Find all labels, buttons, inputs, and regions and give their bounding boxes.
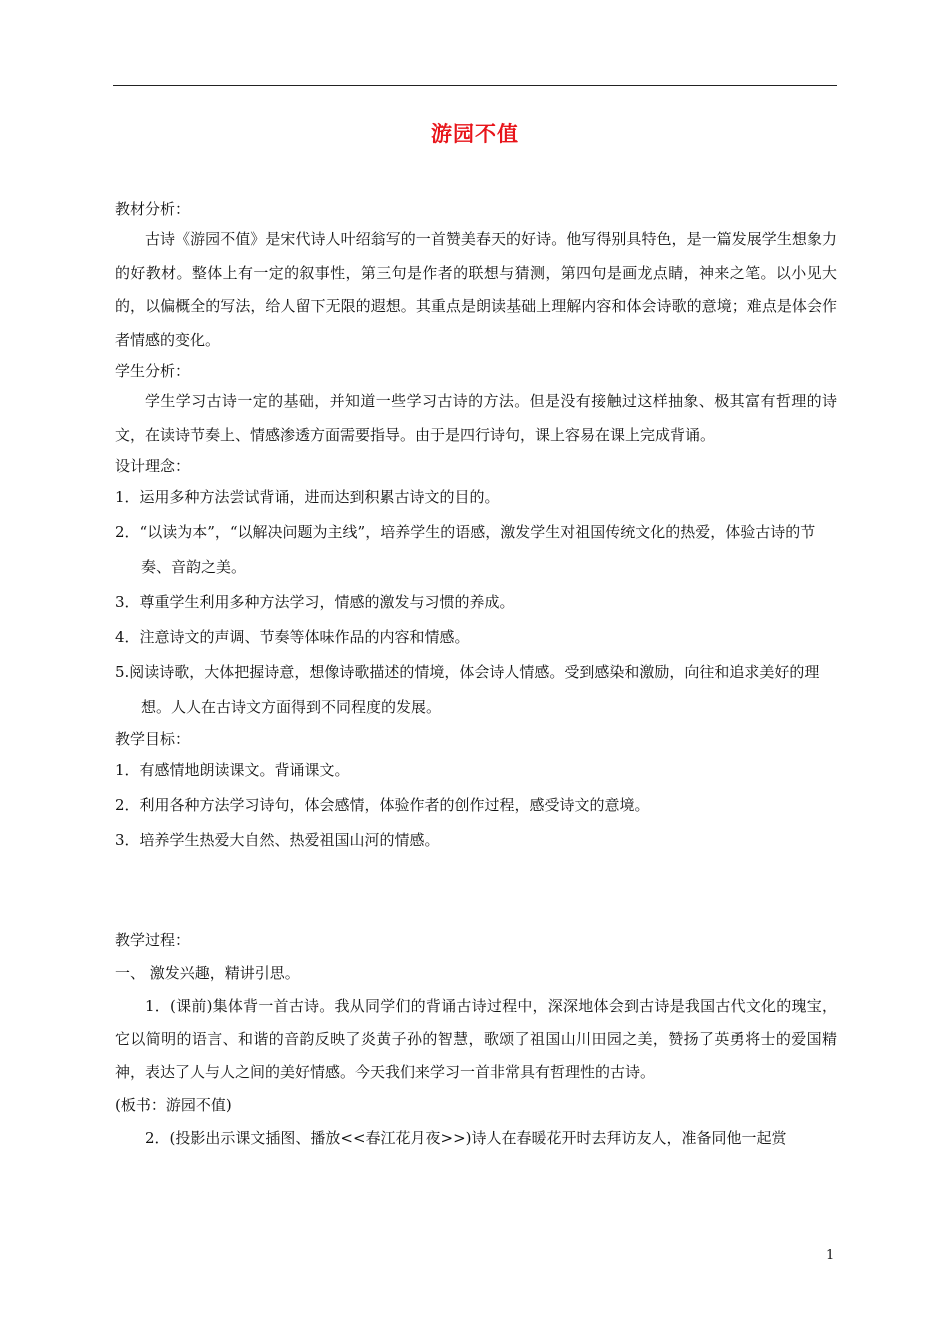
design-concept-item: 3．尊重学生利用多种方法学习，情感的激发与习惯的养成。 — [115, 593, 515, 611]
student-analysis-paragraph: 学生学习古诗一定的基础，并知道一些学习古诗的方法。但是没有接触过这样抽象、极其富有哲理的诗文，在读诗节奏上、情感渗透方面需要指导。由于是四行诗句，课上容易在课上完成背诵。 — [115, 392, 837, 444]
design-concept-item: 4．注意诗文的声调、节奏等体味作品的内容和情感。 — [115, 628, 470, 646]
section-heading-design-concept: 设计理念： — [115, 457, 191, 475]
design-concept-item: 5.阅读诗歌，大体把握诗意，想像诗歌描述的情境，体会诗人情感。受到感染和激励，向往和追求美好的理想。人人在古诗文方面得到不同程度的发展。 — [115, 663, 820, 716]
design-concept-item: 2．“以读为本”，“以解决问题为主线”，培养学生的语感，激发学生对祖国传统文化的热爱，体验古诗的节奏、音韵之美。 — [115, 523, 816, 576]
process-step-paragraph: 2．(投影出示课文插图、播放<<春江花月夜>>)诗人在春暖花开时去拜访友人，准备同他一起赏 — [145, 1129, 787, 1147]
section-heading-textbook-analysis: 教材分析： — [115, 200, 191, 218]
blank-space — [115, 858, 837, 924]
document-body — [115, 195, 837, 1155]
process-step-paragraph: 1．(课前)集体背一首古诗。我从同学们的背诵古诗过程中，深深地体会到古诗是我国古代文化的瑰宝，它以简明的语言、和谐的音韵反映了炎黄子孙的智慧，歌颂了祖国山川田园之美，赞扬了英勇将士的爱国精神，表达了人与人之间的美好情感。今天我们来学习一首非常具有哲理性的古诗。 — [115, 997, 837, 1081]
process-step-title: 一、 激发兴趣，精讲引思。 — [115, 964, 300, 982]
teaching-goal-item: 2．利用各种方法学习诗句，体会感情，体验作者的创作过程，感受诗文的意境。 — [115, 796, 650, 814]
page-number: 1 — [826, 1248, 835, 1263]
section-heading-teaching-goals: 教学目标： — [115, 730, 191, 748]
board-note: (板书：游园不值) — [115, 1096, 232, 1114]
header-rule — [113, 85, 837, 86]
design-concept-item: 1．运用多种方法尝试背诵，进而达到积累古诗文的目的。 — [115, 488, 500, 506]
document-title: 游园不值 — [431, 122, 519, 146]
section-heading-teaching-process: 教学过程： — [115, 931, 191, 949]
textbook-analysis-paragraph: 古诗《游园不值》是宋代诗人叶绍翁写的一首赞美春天的好诗。他写得别具特色，是一篇发展学生想象力的好教材。整体上有一定的叙事性，第三句是作者的联想与猜测，第四句是画龙点睛，神来之笔。以小见大的，以偏概全的写法，给人留下无限的遐想。其重点是朗读基础上理解内容和体会诗歌的意境；难点是体会作者情感的变化。 — [115, 230, 837, 349]
teaching-goal-item: 1．有感情地朗读课文。背诵课文。 — [115, 761, 350, 779]
section-heading-student-analysis: 学生分析： — [115, 362, 191, 380]
teaching-goal-item: 3．培养学生热爱大自然、热爱祖国山河的情感。 — [115, 831, 440, 849]
